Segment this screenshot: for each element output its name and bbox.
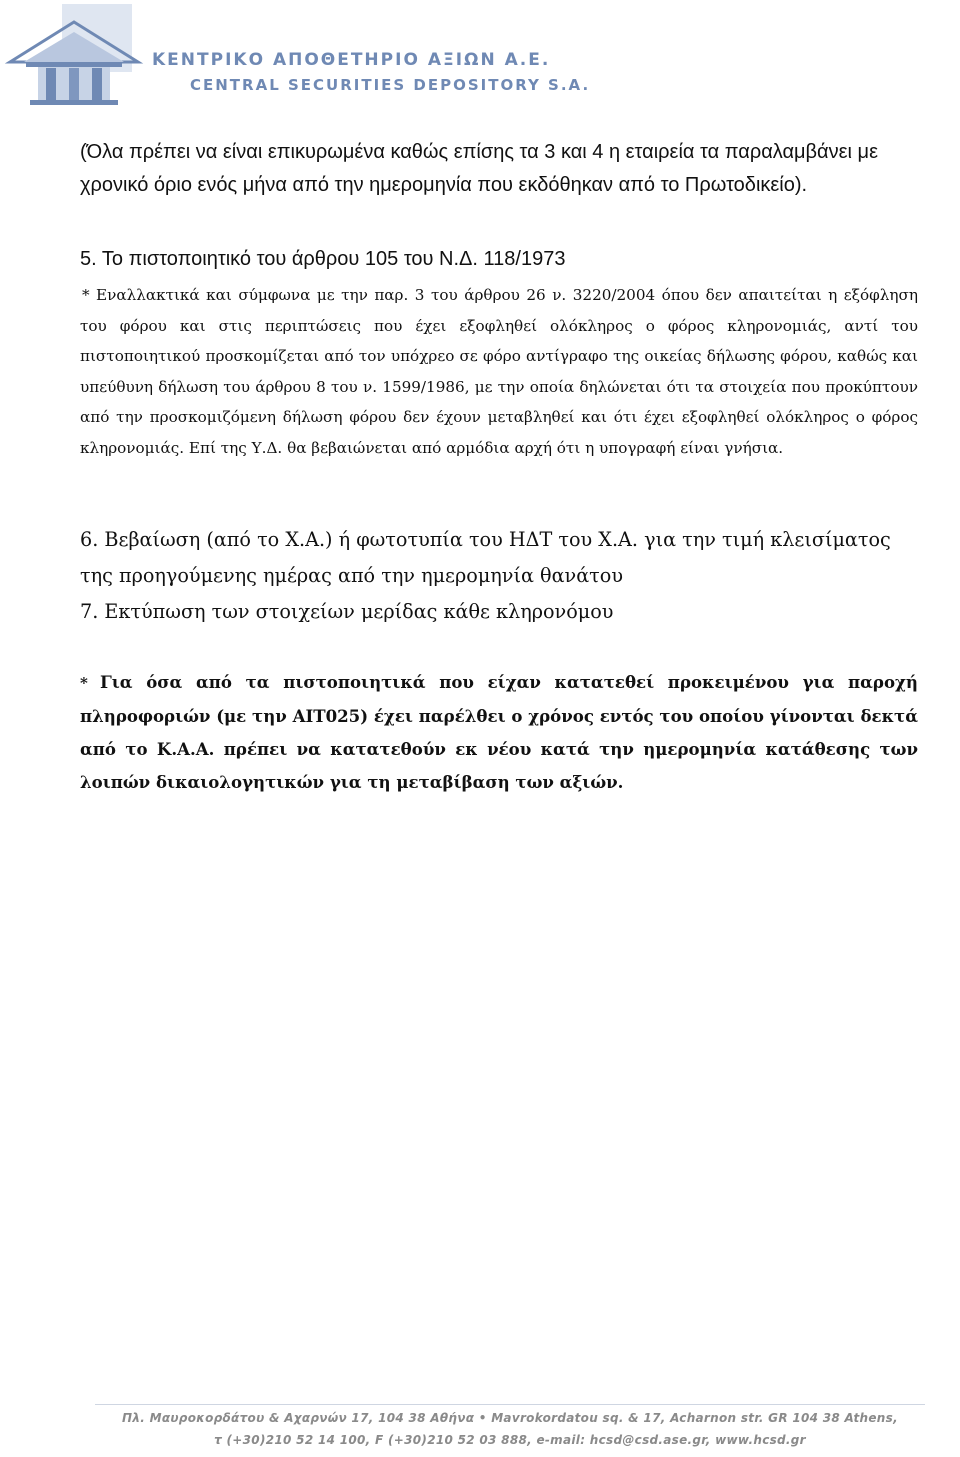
list-item-7: 7. Εκτύπωση των στοιχείων μερίδας κάθε κληρονόμου: [80, 600, 614, 623]
note-paragraph: [80, 280, 918, 464]
footer-divider: [95, 1404, 925, 1405]
bold-note-text: Για όσα από τα πιστοποιητικά που είχαν κατατεθεί προκειμένου για παροχή πληροφοριών (με την ΑΙΤ025) έχει παρέλθει ο χρόνος εντός του οποίου γίνονται δεκτά από το Κ.Α.Α. πρέπει να κατατεθούν εκ νέου κατά την ημερομηνία κατάθεσης των λοιπών δικαιολογητικών για τη μεταβίβαση των αξιών.: [80, 672, 918, 792]
company-name-greek: ΚΕΝΤΡΙΚΟ ΑΠΟΘΕΤΗΡΙΟ ΑΞΙΩΝ Α.Ε.: [152, 50, 551, 70]
list-item-6: 6. Βεβαίωση (από το Χ.Α.) ή φωτοτυπία του ΗΔΤ του Χ.Α. για την τιμή κλεισίματος της προηγούμενης ημέρας από την ημερομηνία θανάτου: [80, 528, 891, 587]
list-item-5: 5. Το πιστοποιητικό του άρθρου 105 του Ν.Δ. 118/1973: [80, 248, 566, 270]
asterisk-bullet: *: [80, 674, 88, 692]
company-name-english: CENTRAL SECURITIES DEPOSITORY S.A.: [190, 76, 591, 94]
csd-logo: [4, 0, 154, 108]
intro-paragraph: (Όλα πρέπει να είναι επικυρωμένα καθώς επίσης τα 3 και 4 η εταιρεία τα παραλαμβάνει με χρονικό όριο ενός μήνα από την ημερομηνία που εκδόθηκαν από το Πρωτοδικείο).: [80, 141, 878, 196]
footer-address: Πλ. Μαυροκορδάτου & Αχαρνών 17, 104 38 Αθήνα • Mavrokordatou sq. & 17, Acharnon str. GR 104 38 Athens,: [122, 1411, 898, 1425]
asterisk-bullet: *: [82, 286, 90, 304]
note-text: Εναλλακτικά και σύμφωνα με την παρ. 3 του άρθρου 26 ν. 3220/2004 όπου δεν απαιτείται η εξόφληση του φόρου και στις περιπτώσεις που έχει εξοφληθεί ολόκληρος ο φόρος κληρονομιάς, αντί του πιστοποιητικού προσκομίζεται από τον υπόχρεο σε φόρο αντίγραφο της οικείας δήλωσης φόρου, καθώς και υπεύθυνη δήλωση του άρθρου 8 του ν. 1599/1986, με την οποία δηλώνεται ότι τα στοιχεία που προκύπτουν από την προσκομιζόμενη δήλωση φόρου δεν έχουν μεταβληθεί και ότι έχει εξοφληθεί ολόκληρος ο φόρος κληρονομιάς. Επί της Υ.Δ. θα βεβαιώνεται από αρμόδια αρχή ότι η υπογραφή είναι γνήσια.: [80, 286, 918, 457]
footer-contact: τ (+30)210 52 14 100, F (+30)210 52 03 888, e-mail: hcsd@csd.ase.gr, www.hcsd.gr: [214, 1433, 806, 1447]
bold-note-paragraph: [80, 666, 918, 799]
